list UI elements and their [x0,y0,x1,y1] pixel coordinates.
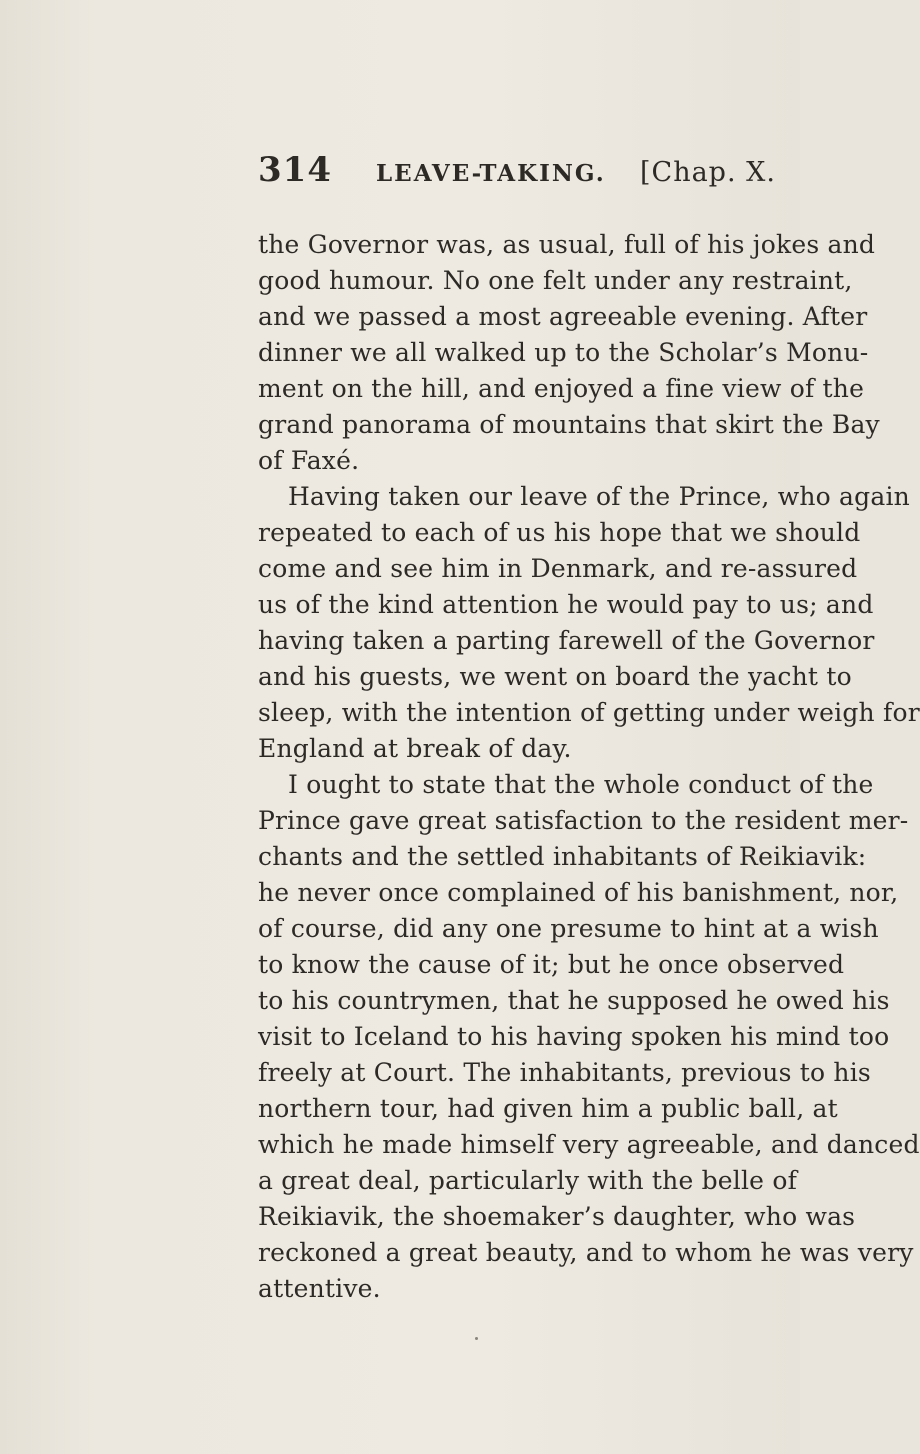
text-line: he never once complained of his banishment, nor, [258,878,899,907]
text-line: visit to Iceland to his having spoken his mind too [258,1022,890,1051]
text-line: us of the kind attention he would pay to us; and [258,590,874,619]
text-line: I ought to state that the whole conduct of the [288,770,874,799]
text-line: ment on the hill, and enjoyed a fine view of the [258,374,865,403]
running-head: LEAVE-TAKING. [376,160,606,187]
text-line: a great deal, particularly with the belle of [258,1166,798,1195]
text-line: and his guests, we went on board the yacht to [258,662,852,691]
body-text [258,227,920,1307]
text-line: grand panorama of mountains that skirt the Bay [258,410,880,439]
chapter-label: [Chap. X. [640,157,776,188]
text-line: of Faxé. [258,446,360,475]
text-line: Having taken our leave of the Prince, who again [288,482,910,511]
paper-speck [475,1337,478,1340]
text-line: of course, did any one presume to hint at a wish [258,914,879,943]
text-line: having taken a parting farewell of the Governor [258,626,875,655]
text-line: Reikiavik, the shoemaker’s daughter, who was [258,1202,856,1231]
text-line: England at break of day. [258,734,572,763]
text-line: northern tour, had given him a public ball, at [258,1094,838,1123]
text-line: attentive. [258,1274,381,1303]
text-line: Prince gave great satisfaction to the resident mer- [258,806,909,835]
text-line: dinner we all walked up to the Scholar’s Monu- [258,338,869,367]
text-line: sleep, with the intention of getting under weigh for [258,698,920,727]
text-line: and we passed a most agreeable evening. After [258,302,868,331]
text-line: come and see him in Denmark, and re-assured [258,554,858,583]
text-line: to know the cause of it; but he once observed [258,950,845,979]
text-line: which he made himself very agreeable, and danced [258,1130,920,1159]
text-line: to his countrymen, that he supposed he owed his [258,986,890,1015]
text-line: repeated to each of us his hope that we should [258,518,861,547]
text-line: chants and the settled inhabitants of Reikiavik: [258,842,867,871]
text-line: reckoned a great beauty, and to whom he was very [258,1238,914,1267]
text-line: freely at Court. The inhabitants, previous to his [258,1058,871,1087]
text-line: good humour. No one felt under any restraint, [258,266,853,295]
page-number: 314 [258,150,332,190]
page-header [258,150,788,210]
text-line: the Governor was, as usual, full of his jokes and [258,230,876,259]
